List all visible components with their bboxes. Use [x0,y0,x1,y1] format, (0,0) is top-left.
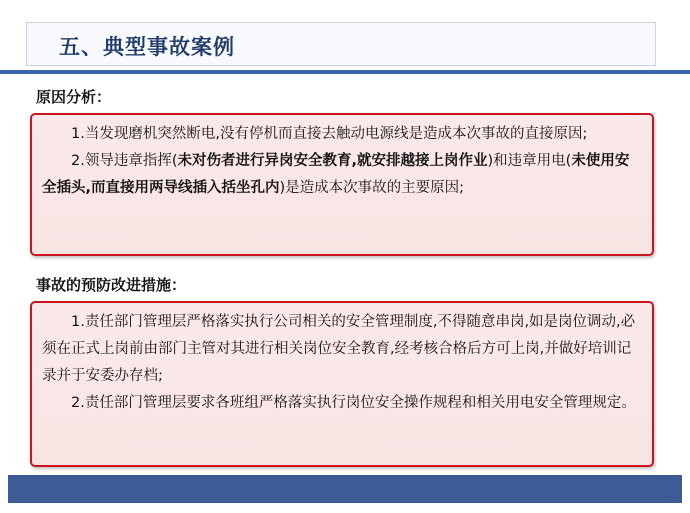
cause-p2-bold-1: 未对伤者进行异岗安全教育,就安排越接上岗作业 [177,153,488,169]
cause-p2-part-e: )是造成本次事故的主要原因; [279,180,465,196]
cause-panel [30,113,654,256]
cause-paragraph-1: 1.当发现磨机突然断电,没有停机而直接去触动电源线是造成本次事故的直接原因; [71,126,588,142]
page-title: 五、典型事故案例 [59,35,235,59]
cause-p2-part-c: )和违章用电( [487,153,572,169]
footer-bar [8,475,682,503]
prevention-paragraph-1: 1.责任部门管理层严格落实执行公司相关的安全管理制度,不得随意串岗,如是岗位调动,必须在正式上岗前由部门主管对其进行相关岗位安全教育,经考核合格后方可上岗,并做好培训记录并于安委办存档; [42,314,636,384]
title-underline [0,70,690,74]
prevention-paragraph-2: 2.责任部门管理层要求各班组严格落实执行岗位安全操作规程和相关用电安全管理规定。 [71,395,636,411]
section-label-cause: 原因分析： [36,88,112,106]
title-box [26,22,656,66]
cause-p2-part-a: 2.领导违章指挥( [71,153,178,169]
section-label-prevention: 事故的预防改进措施： [36,276,187,294]
cause-paragraph-2 [42,148,642,202]
cause-p2-bold-2: 未使用安全插头,而直接用两导线插入括坐孔内 [42,153,630,196]
prevention-panel [30,301,654,467]
